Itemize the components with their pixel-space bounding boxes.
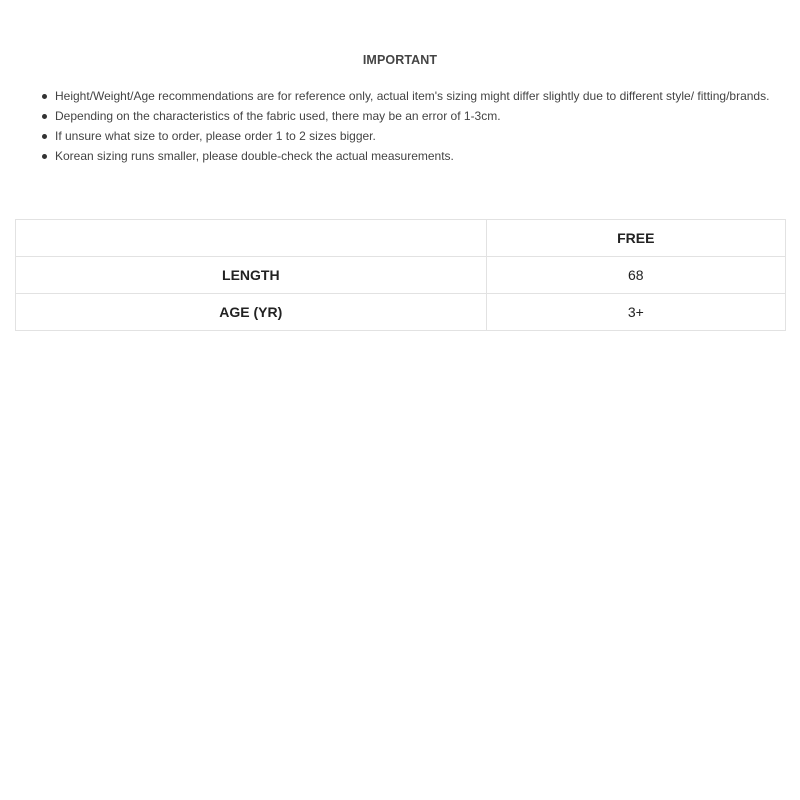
table-header-cell bbox=[16, 220, 487, 257]
bullet-icon bbox=[42, 154, 47, 159]
notice-item-text: Korean sizing runs smaller, please double-check the actual measurements. bbox=[55, 149, 454, 163]
bullet-icon bbox=[42, 94, 47, 99]
notice-item bbox=[40, 86, 780, 106]
table-header-cell: FREE bbox=[486, 220, 785, 257]
table-row bbox=[16, 294, 786, 331]
row-value-length: 68 bbox=[486, 257, 785, 294]
row-value-age: 3+ bbox=[486, 294, 785, 331]
row-label-length: LENGTH bbox=[16, 257, 487, 294]
notice-item-text: If unsure what size to order, please order 1 to 2 sizes bigger. bbox=[55, 129, 376, 143]
notice-item bbox=[40, 126, 780, 146]
size-table bbox=[15, 219, 786, 331]
notice-list bbox=[40, 86, 780, 166]
bullet-icon bbox=[42, 134, 47, 139]
table-row bbox=[16, 257, 786, 294]
bullet-icon bbox=[42, 114, 47, 119]
notice-title: IMPORTANT bbox=[362, 53, 438, 67]
row-label-age: AGE (YR) bbox=[16, 294, 487, 331]
notice-item-text: Depending on the characteristics of the fabric used, there may be an error of 1-3cm. bbox=[55, 109, 501, 123]
table-header-row bbox=[16, 220, 786, 257]
notice-item bbox=[40, 146, 780, 166]
notice-item-text: Height/Weight/Age recommendations are for reference only, actual item's sizing might differ slightly due to different style/ fitting/brands. bbox=[55, 89, 770, 103]
notice-item bbox=[40, 106, 780, 126]
